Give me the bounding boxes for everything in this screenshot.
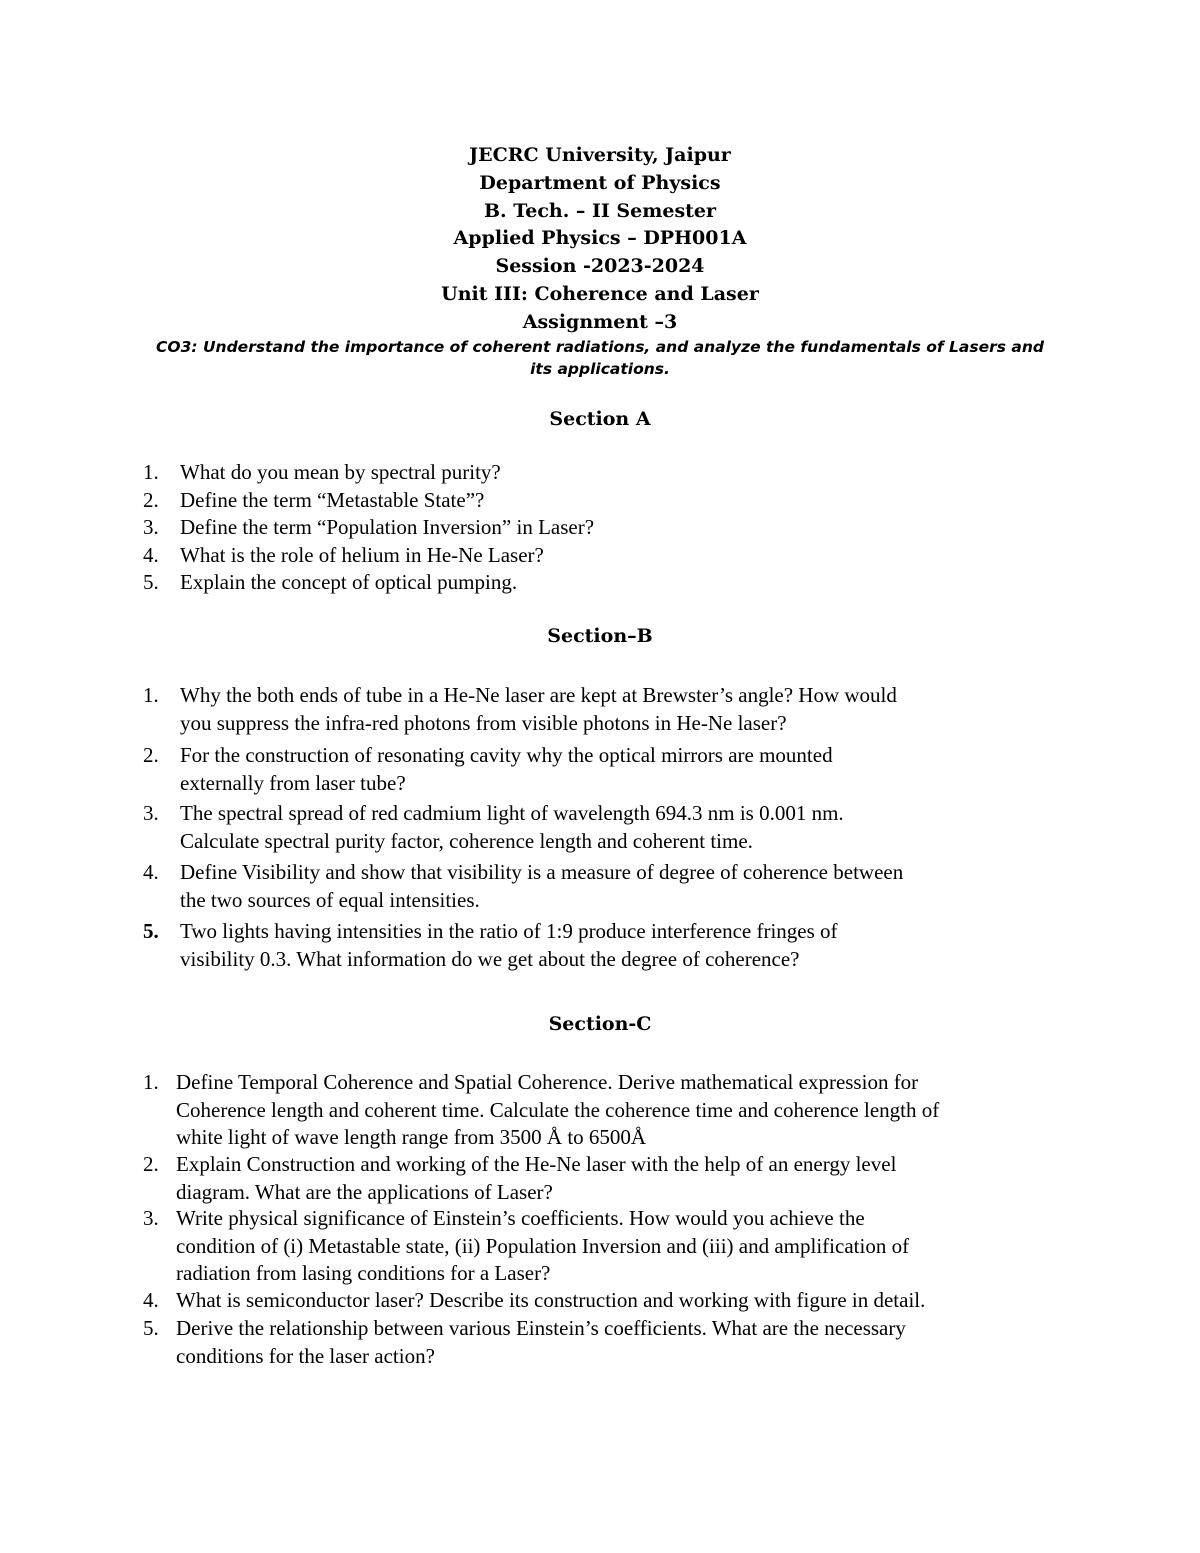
question-text <box>176 1287 925 1315</box>
question-number: 3. <box>143 801 159 825</box>
section-c-title: Section-C <box>548 1013 652 1035</box>
question-text-line: condition of (i) Metastable state, (ii) Population Inversion and (iii) and amplification of <box>176 1233 910 1258</box>
question-text-line: Define Temporal Coherence and Spatial Coherence. Derive mathematical expression for <box>176 1070 919 1094</box>
question-text-line: Coherence length and coherent time. Calculate the coherence time and coherence length of <box>176 1097 940 1122</box>
question-text <box>180 742 833 797</box>
question-text-line: externally from laser tube? <box>180 770 406 795</box>
question-text-line: Define Visibility and show that visibility is a measure of degree of coherence between <box>180 860 904 884</box>
unit-title: Unit III: Coherence and Laser <box>441 282 759 305</box>
department-name: Department of Physics <box>479 171 721 194</box>
question-text <box>180 514 594 542</box>
question-text <box>176 1205 909 1288</box>
question-text-line: Explain Construction and working of the He-Ne laser with the help of an energy level <box>176 1152 897 1176</box>
question-number: 4. <box>143 1288 159 1312</box>
question-number: 4. <box>143 542 159 567</box>
question-text-line: What is the role of helium in He-Ne Laser? <box>180 542 544 567</box>
question-number: 5. <box>143 919 159 943</box>
question-text-line: radiation from lasing conditions for a Laser? <box>176 1261 551 1285</box>
objective-line: CO3: Understand the importance of coherent radiations, and analyze the fundamentals of Lasers and <box>156 338 1044 356</box>
question-number: 2. <box>143 1152 159 1176</box>
question-text-line: Write physical significance of Einstein’s coefficients. How would you achieve the <box>176 1206 865 1230</box>
question-text <box>176 1315 906 1370</box>
question-text-line: The spectral spread of red cadmium light of wavelength 694.3 nm is 0.001 nm. <box>180 801 844 825</box>
question-text <box>180 682 897 737</box>
question-text <box>176 1069 939 1152</box>
question-text-line: What is semiconductor laser? Describe its construction and working with figure in detail. <box>176 1288 926 1312</box>
question-number: 5. <box>143 570 159 594</box>
question-number: 1. <box>143 1070 159 1094</box>
question-text <box>180 569 517 597</box>
question-text-line: Calculate spectral purity factor, coherence length and coherent time. <box>180 828 753 853</box>
question-text-line: Explain the concept of optical pumping. <box>180 570 518 594</box>
question-text <box>176 1151 896 1206</box>
program-name: B. Tech. – II Semester <box>483 199 717 222</box>
question-text-line: Derive the relationship between various Einstein’s coefficients. What are the necessary <box>176 1316 906 1340</box>
question-number: 1. <box>143 683 159 707</box>
question-text-line: white light of wave length range from 3500 Å to 6500Å <box>176 1125 647 1149</box>
question-number: 5. <box>143 1316 159 1340</box>
question-text-line: Two lights having intensities in the ratio of 1:9 produce interference fringes of <box>180 919 838 943</box>
question-number: 2. <box>143 743 159 767</box>
question-number: 4. <box>143 860 159 884</box>
question-text-line: visibility 0.3. What information do we get about the degree of coherence? <box>180 946 800 971</box>
question-text-line: Define the term “Metastable State”? <box>180 487 485 512</box>
question-text-line: diagram. What are the applications of Laser? <box>176 1179 553 1204</box>
question-number: 3. <box>143 515 159 539</box>
question-text <box>180 459 501 487</box>
question-number: 1. <box>143 460 159 484</box>
section-b-title: Section–B <box>547 625 653 647</box>
question-text <box>180 487 484 515</box>
question-text <box>180 918 838 973</box>
session-label: Session -2023-2024 <box>495 255 705 278</box>
question-number: 3. <box>143 1206 159 1230</box>
document-header <box>0 142 1200 337</box>
question-text-line: For the construction of resonating cavity why the optical mirrors are mounted <box>180 743 833 767</box>
question-text-line: What do you mean by spectral purity? <box>180 460 501 484</box>
question-number: 2. <box>143 487 159 512</box>
assignment-title: Assignment –3 <box>522 310 678 333</box>
course-name: Applied Physics – DPH001A <box>453 227 747 250</box>
question-text-line: conditions for the laser action? <box>176 1343 435 1368</box>
question-text-line: the two sources of equal intensities. <box>180 887 480 912</box>
question-text-line: you suppress the infra-red photons from visible photons in He-Ne laser? <box>180 710 787 735</box>
question-text <box>180 542 544 570</box>
objective-line: its applications. <box>530 360 670 378</box>
course-objective <box>0 336 1200 380</box>
section-a-title: Section A <box>549 408 651 430</box>
question-text-line: Why the both ends of tube in a He-Ne laser are kept at Brewster’s angle? How would <box>180 683 897 707</box>
university-name: JECRC University, Jaipur <box>469 144 731 166</box>
question-text <box>180 859 903 914</box>
question-text <box>180 800 844 855</box>
question-text-line: Define the term “Population Inversion” in Laser? <box>180 515 595 539</box>
